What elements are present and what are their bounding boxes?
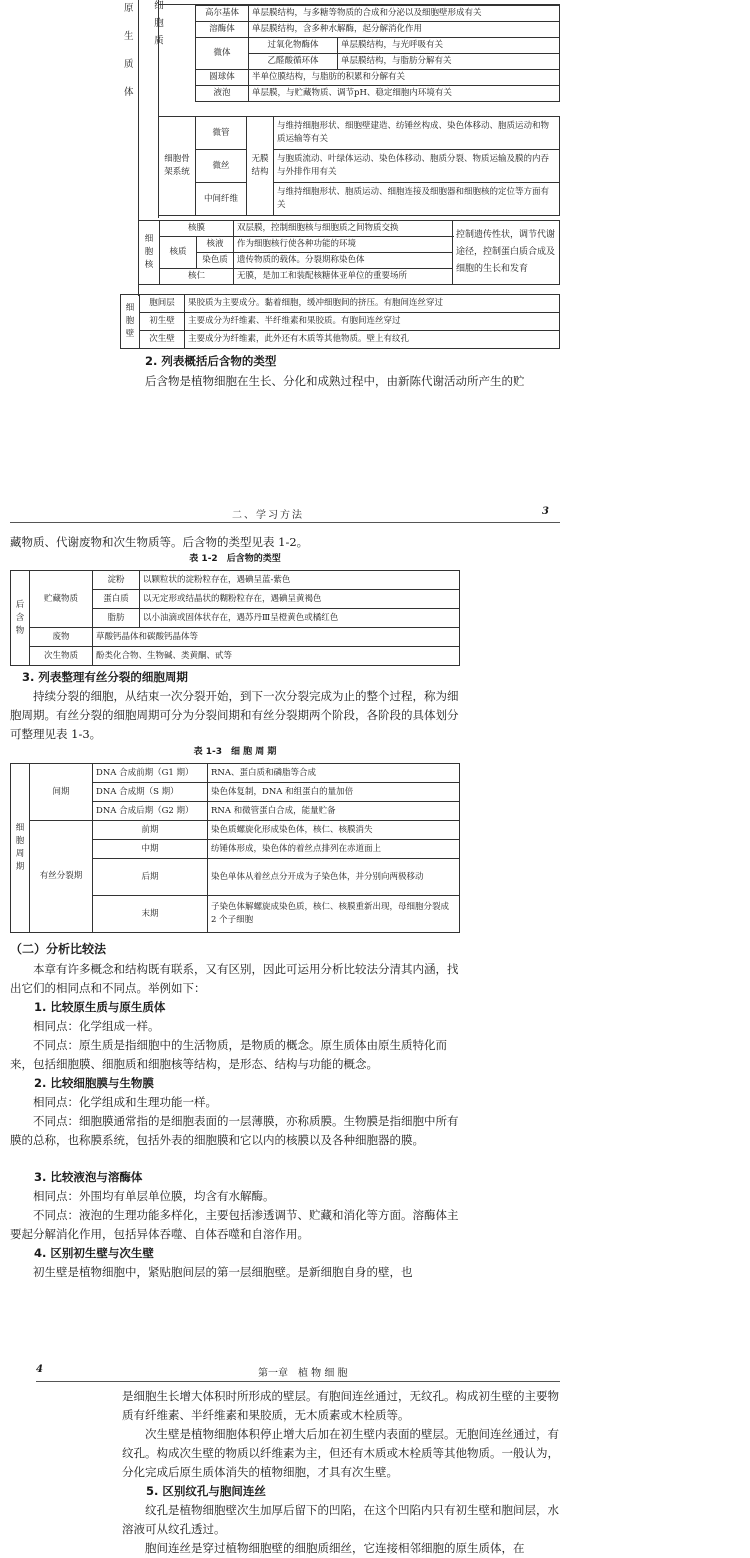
nucleus-part-desc: 无膜，是加工和装配核糖体亚单位的重要场所 <box>234 269 453 285</box>
table-row <box>11 647 460 666</box>
secondary-desc: 酚类化合物、生物碱、类黄酮、甙等 <box>93 647 460 666</box>
paragraph: 相同点：化学组成一样。 <box>33 1019 160 1033</box>
waste-desc: 草酸钙晶体和碳酸钙晶体等 <box>93 628 460 647</box>
wall-layer-desc: 主要成分为纤维素、半纤维素和果胶质。有胞间连丝穿过 <box>185 313 560 331</box>
organelle-desc: 单层膜结构，含多种水解酶，起分解消化作用 <box>249 22 560 38</box>
phase-name: DNA 合成期（S 期） <box>93 783 208 802</box>
organelle-name: 微体 <box>196 38 249 70</box>
wall-layer-name: 胞间层 <box>140 295 185 313</box>
table-row <box>11 764 460 783</box>
running-header: 二、学习方法 <box>232 510 304 521</box>
table-caption: 表 1-3 细 胞 周 期 <box>193 747 277 757</box>
nucleus-part-name: 核仁 <box>160 269 234 285</box>
table-row <box>121 331 560 349</box>
subheading: 1. 比较原生质与原生质体 <box>34 1000 166 1014</box>
storage-desc: 以颗粒状的淀粉粒存在，遇碘呈蓝-紫色 <box>140 571 460 590</box>
running-header: 第一章 植 物 细 胞 <box>258 1368 348 1379</box>
wall-layer-name: 初生壁 <box>140 313 185 331</box>
header-rule <box>10 522 560 523</box>
wall-layer-desc: 果胶质为主要成分。黏着细胞，缓冲细胞间的挤压。有胞间连丝穿过 <box>185 295 560 313</box>
section-heading: （二）分析比较法 <box>10 942 107 956</box>
cycle-side-label: 细胞周期 <box>11 764 30 933</box>
subheading: 4. 区别初生壁与次生壁 <box>34 1246 154 1260</box>
inclusion-table <box>10 570 460 666</box>
paragraph: 相同点：化学组成和生理功能一样。 <box>33 1095 217 1109</box>
organelle-name: 溶酶体 <box>196 22 249 38</box>
storage-label: 贮藏物质 <box>30 571 93 628</box>
heading-2: 2. 列表概括后含物的类型 <box>145 354 277 368</box>
table-row <box>121 313 560 331</box>
mitosis-label: 有丝分裂期 <box>30 821 93 933</box>
paragraph: 藏物质、代谢废物和次生物质等。后含物的类型见表 1-2。 <box>10 535 309 549</box>
paragraph: 是细胞生长增大体积时所形成的壁层。有胞间连丝通过，无纹孔。构成初生壁的主要物质有纤维素、半纤维素和果胶质，无木质素或木栓质等。 <box>122 1389 559 1422</box>
skeleton-name: 中间纤维 <box>196 183 247 216</box>
secondary-name: 次生物质 <box>30 647 93 666</box>
phase-desc: 染色单体从着丝点分开成为子染色体，并分别向两极移动 <box>208 859 460 896</box>
paragraph: 持续分裂的细胞，从结束一次分裂开始，到下一次分裂完成为止的整个过程，称为细胞周期。有丝分裂的细胞周期可分为分裂间期和有丝分裂期两个阶段，各阶段的具体划分可整理见表 1-3。 <box>10 689 459 741</box>
phase-name: 中期 <box>93 840 208 859</box>
cytoskeleton-table <box>158 116 560 216</box>
page-number: 4 <box>36 1364 43 1375</box>
cytoplasm-label <box>143 0 155 65</box>
sub-desc: 单层膜结构，与光呼吸有关 <box>338 38 560 54</box>
paragraph: 纹孔是植物细胞壁次生加厚后留下的凹陷，在这个凹陷内只有初生壁和胞间层，水溶液可从纹孔透过。 <box>122 1503 559 1536</box>
cytoskeleton-label: 细胞骨架系统 <box>159 117 196 216</box>
table-row <box>159 150 560 183</box>
phase-desc: 子染色体解螺旋成染色质，核仁、核膜重新出现，母细胞分裂成 2 个子细胞 <box>208 896 460 933</box>
storage-desc: 以无定形或结晶状的糊粉粒存在，遇碘呈黄褐色 <box>140 590 460 609</box>
nucleus-sub-name: 核液 <box>197 237 234 253</box>
paragraph: 次生壁是植物细胞体积停止增大后加在初生壁内表面的壁层。无胞间连丝通过，有纹孔。构成次生壁的物质以纤维素为主，但还有木质或木栓质等其他物质。一般认为，分化完成后原生质体消失的植物细胞，才具有次生壁。 <box>122 1427 559 1479</box>
table-row <box>11 628 460 647</box>
waste-name: 废物 <box>30 628 93 647</box>
phase-name: 前期 <box>93 821 208 840</box>
cell-cycle-table <box>10 763 460 933</box>
skeleton-name: 微管 <box>196 117 247 150</box>
storage-desc: 以小油滴或固体状存在，遇苏丹Ⅲ呈橙黄色或橘红色 <box>140 609 460 628</box>
organelle-table <box>195 5 560 102</box>
sub-name: 过氧化物酶体 <box>249 38 338 54</box>
side-char: 原 <box>124 3 134 14</box>
phase-desc: 染色体复制，DNA 和组蛋白的量加倍 <box>208 783 460 802</box>
phase-desc: RNA、蛋白质和磷脂等合成 <box>208 764 460 783</box>
nucleus-summary: 控制遗传性状，调节代谢途径，控制蛋白质合成及细胞的生长和发育 <box>453 221 560 285</box>
subheading: 2. 比较细胞膜与生物膜 <box>34 1076 154 1090</box>
paragraph: 不同点：细胞膜通常指的是细胞表面的一层薄膜，亦称质膜。生物膜是指细胞中所有膜的总称，也称膜系统，包括外表的细胞膜和它以内的核膜以及各种细胞器的膜。 <box>10 1114 459 1147</box>
table-caption: 表 1-2 后含物的类型 <box>189 554 281 564</box>
nucleoplasm-label: 核质 <box>160 237 197 269</box>
organelle-name: 高尔基体 <box>196 6 249 22</box>
nucleus-sub-desc: 作为细胞核行使各种功能的环境 <box>234 237 453 253</box>
nucleus-part-desc: 双层膜，控制细胞核与细胞质之间物质交换 <box>234 221 453 237</box>
table-row <box>196 70 560 86</box>
phase-desc: 纺锤体形成，染色体的着丝点排列在赤道面上 <box>208 840 460 859</box>
storage-name: 淀粉 <box>93 571 140 590</box>
table-row <box>159 183 560 216</box>
phase-desc: 染色质螺旋化形成染色体，核仁、核膜消失 <box>208 821 460 840</box>
phase-desc: RNA 和微管蛋白合成，能量贮备 <box>208 802 460 821</box>
side-char: 体 <box>124 87 134 98</box>
subheading: 3. 比较液泡与溶酶体 <box>34 1170 143 1184</box>
nucleus-table <box>138 220 560 285</box>
no-membrane-label: 无膜结构 <box>247 117 274 216</box>
nucleus-sub-name: 染色质 <box>197 253 234 269</box>
nucleus-label: 细胞核 <box>139 221 160 285</box>
phase-name: 后期 <box>93 859 208 896</box>
page-number: 3 <box>542 506 549 517</box>
sub-desc: 单层膜结构，与脂肪分解有关 <box>338 54 560 70</box>
wall-layer-name: 次生壁 <box>140 331 185 349</box>
nucleus-sub-desc: 遗传物质的载体。分裂期称染色体 <box>234 253 453 269</box>
paragraph: 相同点：外围均有单层单位膜，均含有水解酶。 <box>33 1189 275 1203</box>
phase-name: DNA 合成前期（G1 期） <box>93 764 208 783</box>
table-row <box>196 6 560 22</box>
table-row <box>159 117 560 150</box>
nucleus-part-name: 核膜 <box>160 221 234 237</box>
cell-wall-table <box>120 294 560 349</box>
wall-layer-desc: 主要成分为纤维素，此外还有木质等其他物质。壁上有纹孔 <box>185 331 560 349</box>
sub-name: 乙醛酸循环体 <box>249 54 338 70</box>
inclusion-side-label: 后含物 <box>11 571 30 666</box>
header-rule <box>36 1381 560 1382</box>
table-row <box>139 221 560 237</box>
paragraph: 不同点：液泡的生理功能多样化，主要包括渗透调节、贮藏和消化等方面。溶酶体主要起分解消化作用，包括异体吞噬、自体吞噬和自溶作用。 <box>10 1208 459 1241</box>
organelle-name: 液泡 <box>196 86 249 102</box>
subheading: 5. 区别纹孔与胞间连丝 <box>146 1484 266 1498</box>
interphase-label: 间期 <box>30 764 93 821</box>
organelle-desc: 半单位膜结构，与脂肪的积累和分解有关 <box>249 70 560 86</box>
table-row <box>196 86 560 102</box>
side-char: 质 <box>124 59 134 70</box>
paragraph-cutoff: 胞间连丝是穿过植物细胞壁的细胞质细丝，它连接相邻细胞的原生质体，在 <box>145 1541 525 1555</box>
table-row <box>196 38 560 54</box>
paragraph: 后含物是植物细胞在生长、分化和成熟过程中，由新陈代谢活动所产生的贮 <box>145 374 525 388</box>
paragraph: 本章有许多概念和结构既有联系，又有区别，因此可运用分析比较法分清其内涵，找出它们的相同点和不同点。举例如下： <box>10 962 459 995</box>
paragraph: 不同点：原生质是指细胞中的生活物质，是物质的概念。原生质体由原生质特化而来，包括细胞膜、细胞质和细胞核等结构，是形态、结构与功能的概念。 <box>10 1038 447 1071</box>
organelle-desc: 单层膜结构，与多糖等物质的合成和分泌以及细胞壁形成有关 <box>249 6 560 22</box>
phase-name: DNA 合成后期（G2 期） <box>93 802 208 821</box>
cell-wall-label: 细胞壁 <box>121 295 140 349</box>
side-char: 生 <box>124 31 134 42</box>
storage-name: 蛋白质 <box>93 590 140 609</box>
organelle-name: 圆球体 <box>196 70 249 86</box>
skeleton-desc: 与维持细胞形状、细胞壁建造、纺锤丝构成、染色体移动、胞质运动和物质运输等有关 <box>274 117 560 150</box>
table-row <box>11 821 460 840</box>
phase-name: 末期 <box>93 896 208 933</box>
organelle-desc: 单层膜，与贮藏物质、调节pH、稳定细胞内环境有关 <box>249 86 560 102</box>
heading-3: 3. 列表整理有丝分裂的细胞周期 <box>22 670 188 684</box>
table-row <box>121 295 560 313</box>
skeleton-desc: 与胞质流动、叶绿体运动、染色体移动、胞质分裂、物质运输及膜的内吞与外排作用有关 <box>274 150 560 183</box>
cytoplasm-label-text <box>143 0 171 53</box>
skeleton-desc: 与维持细胞形状、胞质运动、细胞连接及细胞器和细胞核的定位等方面有关 <box>274 183 560 216</box>
skeleton-name: 微丝 <box>196 150 247 183</box>
storage-name: 脂肪 <box>93 609 140 628</box>
table-row <box>196 22 560 38</box>
paragraph: 初生壁是植物细胞中，紧贴胞间层的第一层细胞壁。是新细胞自身的壁，也 <box>33 1265 413 1279</box>
table-row <box>11 571 460 590</box>
table-row <box>196 54 560 70</box>
